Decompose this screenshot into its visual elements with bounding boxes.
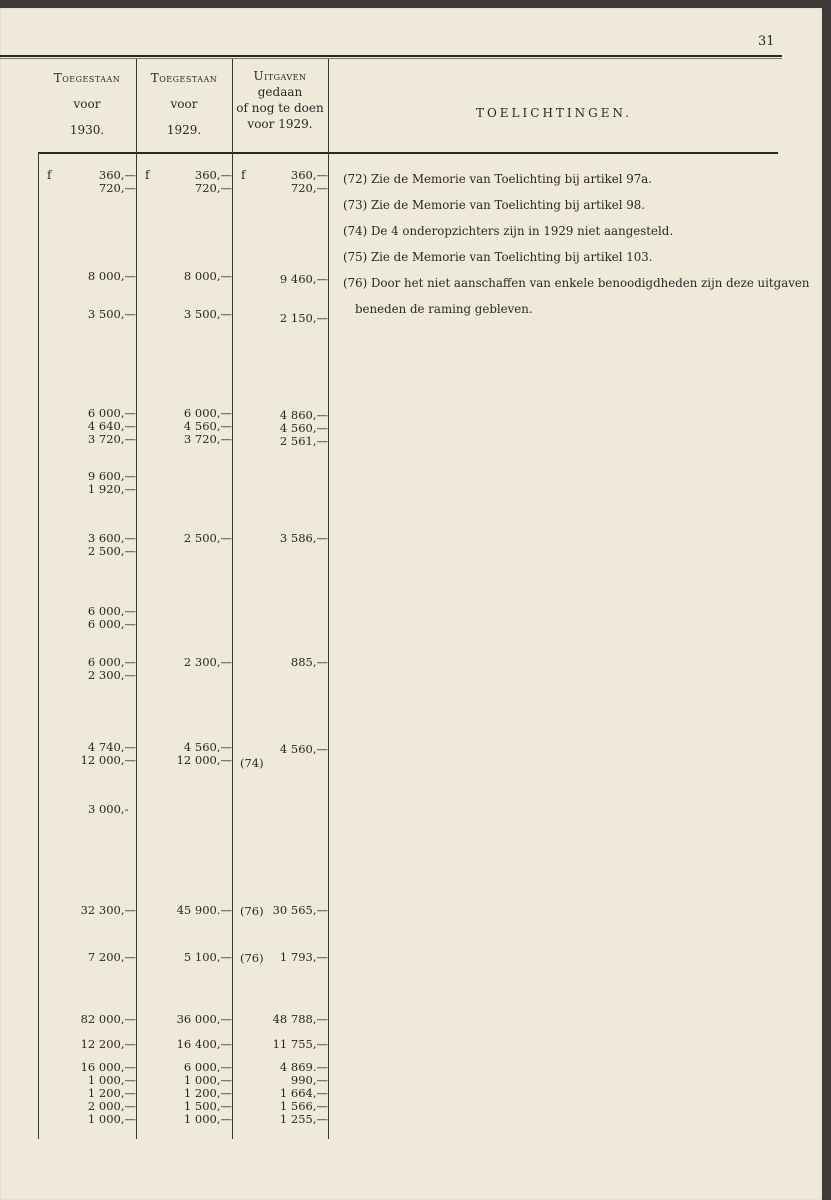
cell-1930: 3 500,— xyxy=(87,307,136,321)
header-toelichtingen: TOELICHTINGEN. xyxy=(475,106,633,120)
cell-1930: 360,— 720,— xyxy=(98,168,136,195)
cell-1930: 7 200,— xyxy=(87,950,136,964)
reference-note: (76) xyxy=(240,904,264,918)
column-divider xyxy=(328,59,329,1139)
cell-uitgaven: 4 560,— xyxy=(279,742,328,756)
note-74: (74) De 4 onderopzichters zijn in 1929 niet aangesteld. xyxy=(343,224,674,238)
cell-1930: 32 300,— xyxy=(80,903,136,917)
header-rule xyxy=(38,152,778,154)
cell-uitgaven: 11 755,— xyxy=(272,1037,328,1051)
header-toegestaan-1930: Toegestaan voor 1930. xyxy=(53,71,121,137)
cell-uitgaven: 2 150,— xyxy=(279,311,328,325)
note-76-continued: beneden de raming gebleven. xyxy=(355,302,533,316)
column-divider xyxy=(136,59,137,1139)
cell-1929: 36 000,— xyxy=(176,1012,232,1026)
cell-1930: 4 740,— 12 000,— xyxy=(80,740,136,767)
cell-1929: 360,— 720,— xyxy=(194,168,232,195)
note-73: (73) Zie de Memorie van Toelichting bij artikel 98. xyxy=(343,198,646,212)
column-divider xyxy=(38,153,39,1139)
cell-uitgaven: 4 860,— 4 560,— 2 561,— xyxy=(279,408,328,448)
currency-sign: f xyxy=(47,168,52,182)
cell-1930: 8 000,— xyxy=(87,269,136,283)
cell-1929: 6 000,— 4 560,— 3 720,— xyxy=(183,406,232,446)
cell-uitgaven: 360,— 720,— xyxy=(290,168,328,195)
cell-1929: 45 900.— xyxy=(176,903,232,917)
column-divider xyxy=(232,59,233,1139)
cell-1929: 8 000,— xyxy=(183,269,232,283)
header-toegestaan-1929: Toegestaan voor 1929. xyxy=(150,71,218,137)
note-72: (72) Zie de Memorie van Toelichting bij artikel 97a. xyxy=(343,172,653,186)
cell-1930: 12 200,— xyxy=(80,1037,136,1051)
note-75: (75) Zie de Memorie van Toelichting bij artikel 103. xyxy=(343,250,653,264)
top-rule xyxy=(0,55,782,57)
cell-1929: 5 100,— xyxy=(183,950,232,964)
cell-1930: 16 000,— 1 000,— 1 200,— 2 000,— 1 000,— xyxy=(80,1060,136,1126)
cell-1929: 2 300,— xyxy=(183,655,232,669)
cell-1929: 16 400,— xyxy=(176,1037,232,1051)
cell-1930: 6 000,— 4 640,— 3 720,— xyxy=(87,406,136,446)
document-page xyxy=(0,8,822,1200)
cell-1930: 82 000,— xyxy=(80,1012,136,1026)
reference-note: (76) xyxy=(240,951,264,965)
cell-uitgaven: 9 460,— xyxy=(279,272,328,286)
cell-1930: 3 000,- xyxy=(88,802,129,816)
cell-uitgaven: 4 869.— 990,— 1 664,— 1 566,— 1 255,— xyxy=(279,1060,328,1126)
cell-1930: 6 000,— 2 300,— xyxy=(87,655,136,682)
cell-1930: 3 600,— 2 500,— xyxy=(87,531,136,558)
cell-uitgaven: 30 565,— xyxy=(272,903,328,917)
cell-uitgaven: 3 586,— xyxy=(279,531,328,545)
reference-note: (74) xyxy=(240,756,264,770)
note-76: (76) Door het niet aanschaffen van enkele benoodigdheden zijn deze uitgaven xyxy=(343,276,810,290)
cell-1930: 9 600,— 1 920,— xyxy=(87,469,136,496)
cell-1929: 2 500,— xyxy=(183,531,232,545)
cell-uitgaven: 48 788,— xyxy=(272,1012,328,1026)
cell-1929: 4 560,— 12 000,— xyxy=(176,740,232,767)
cell-1930: 6 000,— 6 000,— xyxy=(87,604,136,631)
cell-uitgaven: 885,— xyxy=(290,655,328,669)
header-uitgaven: Uitgaven gedaan of nog te doen voor 1929. xyxy=(236,69,324,131)
cell-1929: 3 500,— xyxy=(183,307,232,321)
currency-sign: f xyxy=(145,168,150,182)
top-rule-thin xyxy=(0,58,782,59)
page-number: 31 xyxy=(758,34,775,49)
cell-1929: 6 000,— 1 000,— 1 200,— 1 500,— 1 000,— xyxy=(183,1060,232,1126)
currency-sign: f xyxy=(241,168,246,182)
cell-uitgaven: 1 793,— xyxy=(279,950,328,964)
